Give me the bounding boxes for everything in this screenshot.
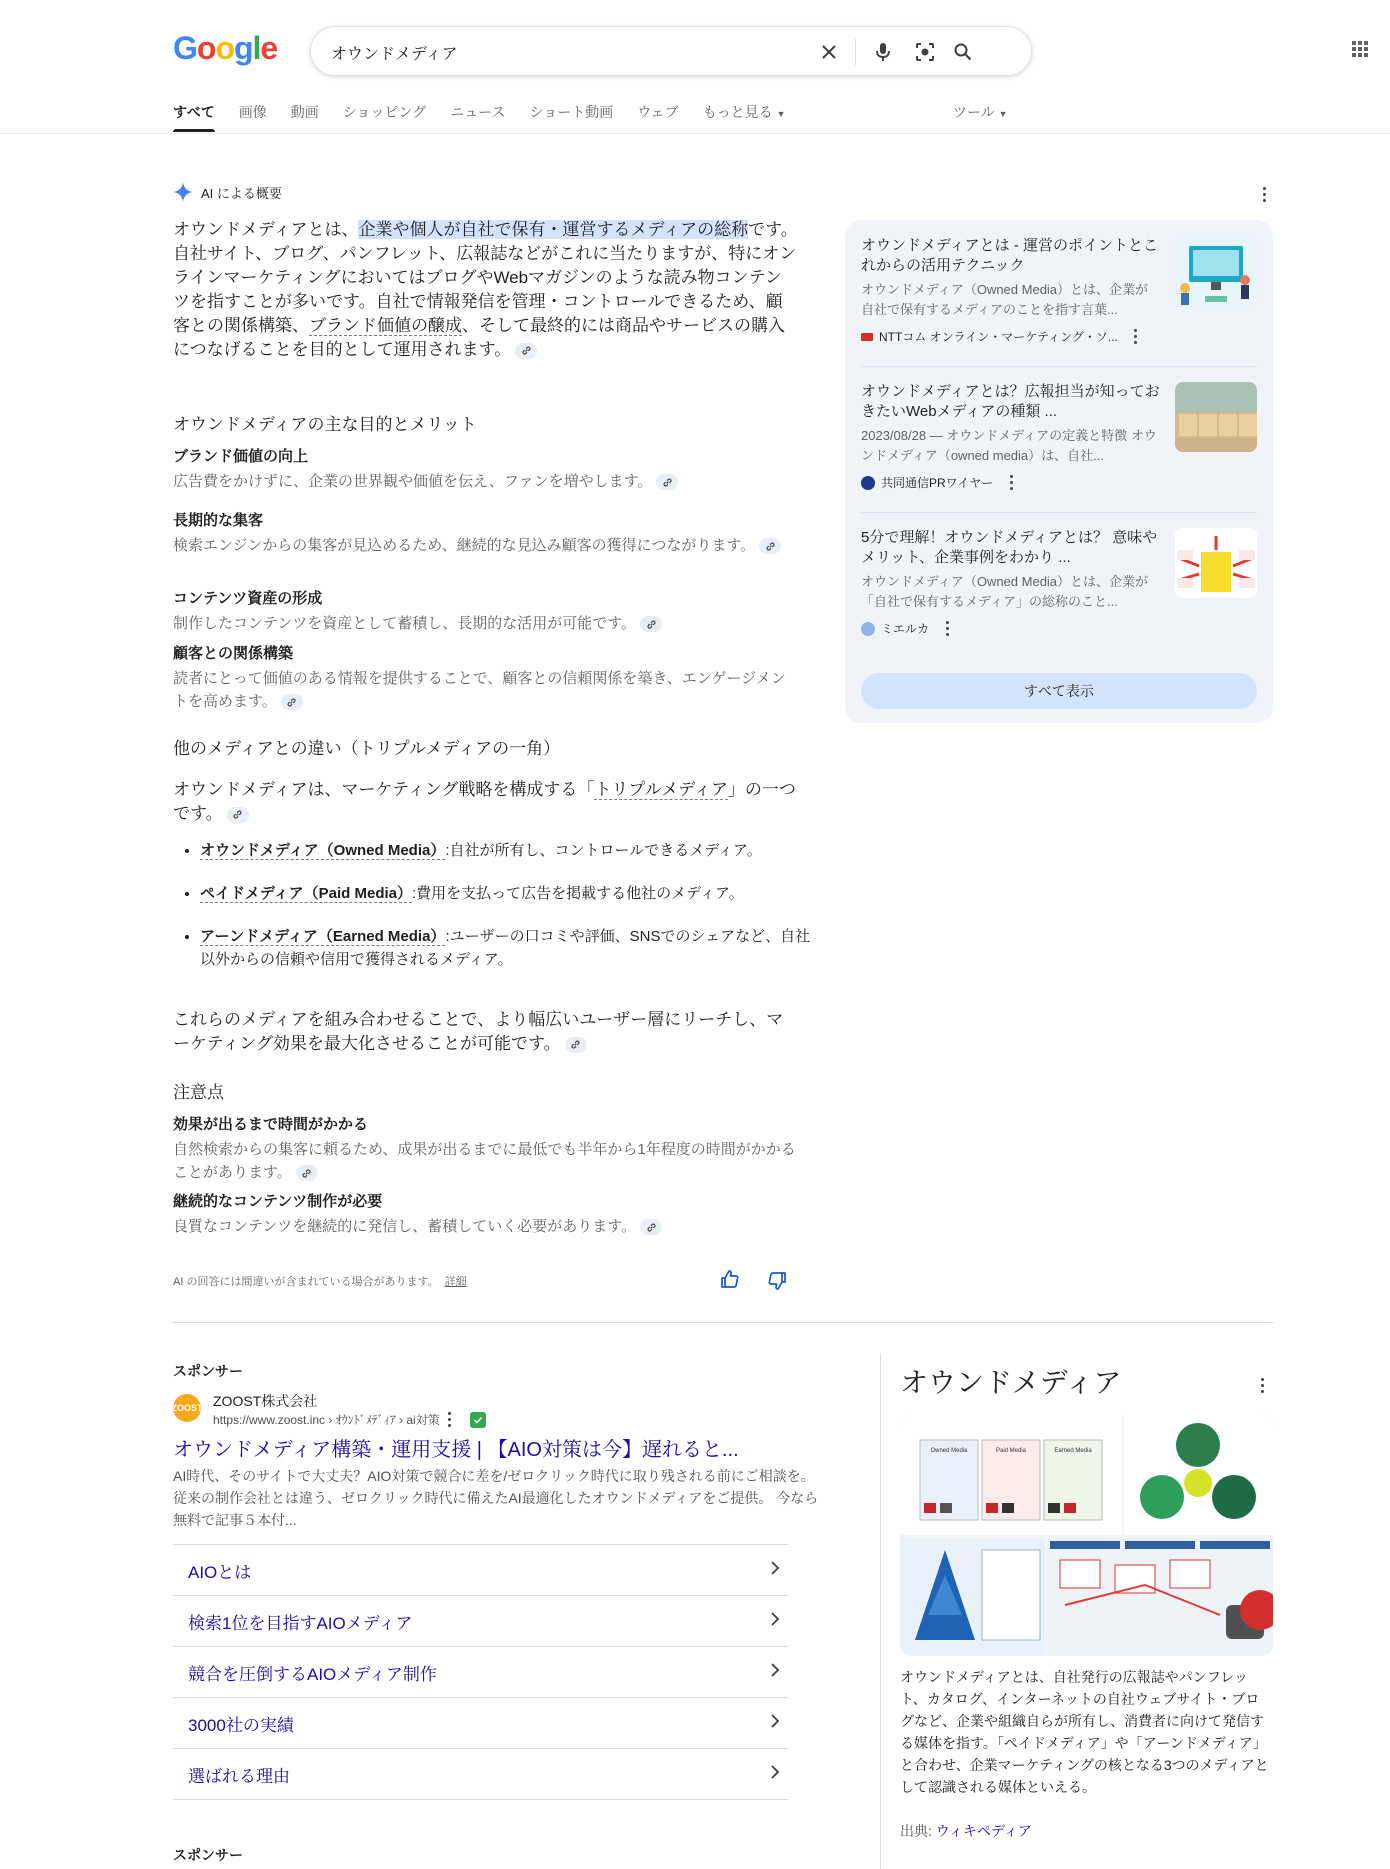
search-tabs [173,100,810,134]
source-meta [861,620,949,637]
triple-text: オウンドメディアは、マーケティング戦略を構成する「 [173,780,595,799]
knowledge-panel-title: オウンドメディア [900,1367,1122,1398]
lens-icon[interactable] [913,40,937,64]
kp-image-label: Paid Media [995,1448,1027,1454]
source-site: 共同通信PRワイヤー [881,476,994,490]
disclaimer-text: AI の回答には間違いが含まれている場合があります。 [173,1276,439,1288]
citation-link-icon[interactable] [515,343,537,359]
source-divider [861,512,1257,513]
intro-text: オウンドメディアとは、 [173,220,359,239]
sitelink-label: 検索1位を目指すAIOメディア [188,1613,413,1633]
advertiser-url [213,1411,486,1428]
item-body [173,612,798,635]
chevron-right-icon [770,1662,780,1682]
bullet-title[interactable]: ペイドメディア（Paid Media） [200,885,413,902]
knowledge-panel-source [900,1821,1032,1841]
search-input[interactable] [329,39,833,65]
logo-letter: l [252,30,261,66]
chevron-right-icon [770,1764,780,1784]
item-title: ブランド価値の向上 [173,448,309,465]
source-title[interactable]: オウンドメディアとは？広報担当が知っておきたいWebメディアの種類 ... [861,383,1160,420]
thumbs-up-icon[interactable] [720,1269,744,1293]
source-snippet: オウンドメディア（Owned Media）とは、企業が「自社で保有するメディア」の総称のこと... [861,574,1149,609]
triple-media-intro [173,778,798,826]
item-body-text: 読者にとって価値のある情報を提供することで、顧客との信頼関係を築き、エンゲージメントを高めます。 [173,670,786,710]
citation-link-icon[interactable] [656,474,678,490]
item-body-text: 広告費をかけずに、企業の世界観や価値を伝え、ファンを増やします。 [173,473,653,490]
section-heading: 注意点 [173,1083,224,1102]
sitelink-item[interactable] [173,1595,788,1646]
advertiser-logo[interactable]: ZOOST [173,1394,201,1422]
source-title[interactable]: オウンドメディアとは - 運営のポイントとこれからの活用テクニック [861,237,1158,274]
knowledge-panel-image-collage[interactable] [900,1415,1273,1656]
knowledge-panel-divider [880,1353,881,1869]
list-item [200,882,825,905]
ad-sitelinks [173,1544,788,1800]
kp-image-label: Earned Media [1054,1448,1092,1454]
chevron-right-icon [770,1560,780,1580]
triple-media-list [173,839,825,977]
caret-down-icon: ▼ [998,109,1008,119]
source-favicon [861,622,875,636]
header-divider [0,133,1390,134]
search-box [310,26,1032,76]
chevron-right-icon [770,1611,780,1631]
bullet-body: :自社が所有し、コントロールできるメディア。 [445,842,762,859]
bullet-title[interactable]: オウンドメディア（Owned Media） [200,842,446,859]
source-more-icon[interactable] [1134,329,1138,344]
source-divider [861,366,1257,367]
source-favicon [861,476,875,490]
source-snippet: 2023/08/28 — オウンドメディアの定義と特徴 オウンドメディア（owned media）は、自社... [861,428,1157,463]
combine-paragraph [173,1008,798,1056]
ad-description: AI時代、そのサイトで大丈夫？AIO対策で競合に差を/ゼロクリック時代に取り残される前にご相談を。従来の制作会社とは違う、ゼロクリック時代に備えたAI最適化したオウンドメディアをご提供。 今なら無料で記事５本付... [173,1468,819,1528]
source-site: ミエルカ [881,622,930,636]
item-body-text: 自然検索からの集客に頼るため、成果が出るまでに最低でも半年から1年程度の時間がかかることがあります。 [173,1141,796,1181]
source-label: 出典: [900,1823,936,1839]
tools-label: ツール [953,104,995,120]
citation-link-icon[interactable] [640,616,662,632]
advertiser-name[interactable]: ZOOST株式会社 [213,1393,318,1409]
section-heading: 他のメディアとの違い（トリプルメディアの一角） [173,739,561,758]
logo-letter: g [233,30,253,66]
source-snippet: オウンドメディア（Owned Media）とは、企業が自社で保有するメディアのことを指す言葉... [861,282,1149,317]
item-title: 顧客との関係構築 [173,645,294,662]
logo-letter: o [215,30,234,66]
source-more-icon[interactable] [1009,475,1013,490]
section-heading: オウンドメディアの主な目的とメリット [173,415,477,434]
triple-media-term-link[interactable]: トリプルメディア [594,780,728,799]
item-body-text: 制作したコンテンツを資産として蓄積し、長期的な活用が可能です。 [173,615,637,632]
ai-disclaimer [173,1273,467,1289]
search-icon[interactable] [951,40,975,64]
ad-title-link[interactable]: オウンドメディア構築・運用支援 | 【AIO対策は今】遅れると... [173,1439,739,1461]
wikipedia-link[interactable]: ウィキペディア [935,1823,1032,1839]
tab-web[interactable]: ウェブ [637,104,679,120]
triple-text: 」の一つです。 [173,780,796,823]
ai-overview-intro [173,218,798,362]
combine-text: これらのメディアを組み合わせることで、より幅広いユーザー層にリーチし、マーケティング効果を最大化させることが可能です。 [173,1010,784,1053]
citation-link-icon[interactable] [640,1219,662,1235]
tab-short-videos[interactable]: ショート動画 [529,104,614,120]
source-meta [861,474,1013,491]
sitelink-label: 選ばれる理由 [188,1766,290,1786]
tab-more[interactable] [703,100,786,132]
sitelink-item[interactable] [173,1697,788,1748]
item-title: 継続的なコンテンツ制作が必要 [173,1193,383,1210]
citation-link-icon[interactable] [759,538,781,554]
logo-letter: e [260,30,278,66]
item-title: コンテンツ資産の形成 [173,590,323,607]
citation-link-icon[interactable] [281,694,303,710]
logo-letter: o [196,30,216,66]
search-divider [855,39,856,65]
section-divider [173,1322,1273,1323]
citation-link-icon[interactable] [227,807,249,823]
bullet-body: :ユーザーの口コミや評価、SNSでのシェアなど、自社以外からの信頼や信用で獲得されるメディア。 [200,928,811,968]
item-body-text: 良質なコンテンツを継続的に発信し、蓄積していく必要があります。 [173,1218,637,1235]
item-title: 長期的な集客 [173,512,264,529]
item-body [173,1138,798,1184]
verified-check-icon [470,1412,486,1428]
apps-grid-icon[interactable] [1351,40,1371,60]
sitelink-label: 3000社の実績 [188,1715,294,1735]
item-body [173,534,798,557]
ai-overview-more-icon[interactable] [1262,187,1266,202]
source-thumbnail[interactable] [1175,236,1257,306]
logo-letter: G [173,30,197,66]
show-all-button[interactable]: すべて表示 [861,673,1257,709]
thumbs-down-icon[interactable] [767,1271,791,1295]
sitelink-item[interactable] [173,1544,788,1595]
list-item [200,839,825,862]
tools-button[interactable] [953,100,1008,126]
source-site: NTTコム オンライン・マーケティング・ソ... [879,330,1118,344]
ad-url-text[interactable]: https://www.zoost.inc › ｵｳﾝﾄﾞﾒﾃﾞｨｱ › ai対策 [213,1413,440,1427]
intro-term-link[interactable]: ブランド価値の醸成 [309,316,462,335]
gemini-sparkle-icon [173,182,193,202]
source-meta [861,328,1138,345]
intro-text: 、そして最終的には商品やサービスの購入につなげることを目的として運用されます。 [173,316,785,359]
citation-link-icon[interactable] [296,1165,318,1181]
sitelink-item[interactable] [173,1646,788,1697]
tab-more-label: もっと見る [702,104,773,120]
tab-news[interactable]: ニュース [450,104,506,120]
knowledge-panel-description: オウンドメディアとは、自社発行の広報誌やパンフレット、カタログ、インターネットの自社ウェブサイト・ブログなど、企業や組織自らが所有し、消費者に向けて発信する媒体を指す。「ペイドメディア」や「アーンドメディア」と合わせ、企業マーケティングの核となる3つのメディアとして認識される媒体といえる。 [900,1669,1269,1795]
sponsored-label: スポンサー [173,1363,243,1379]
item-body [173,470,798,493]
sitelink-label: 競合を圧倒するAIOメディア制作 [188,1664,437,1684]
knowledge-panel-more-icon[interactable] [1260,1378,1264,1393]
sitelink-label: AIOとは [188,1562,252,1582]
source-more-icon[interactable] [945,621,949,636]
list-item [200,925,825,971]
ad-more-icon[interactable] [448,1412,452,1427]
caret-down-icon: ▼ [776,109,786,119]
microphone-icon[interactable] [871,40,895,64]
tab-shopping[interactable]: ショッピング [342,104,427,120]
kp-image-label: Owned Media [930,1448,968,1454]
tab-images[interactable]: 画像 [238,104,267,120]
google-logo[interactable] [173,30,277,67]
bullet-title[interactable]: アーンドメディア（Earned Media） [200,928,446,945]
tab-videos[interactable]: 動画 [290,104,319,120]
item-body [173,667,798,713]
citation-link-icon[interactable] [565,1037,587,1053]
item-body-text: 検索エンジンからの集客が見込めるため、継続的な見込み顧客の獲得につながります。 [173,537,756,554]
ai-overview-header [173,182,282,202]
item-title: 効果が出るまで時間がかかる [173,1116,369,1133]
intro-highlight: 企業や個人が自社で保有・運営するメディアの総称 [358,220,749,239]
source-thumbnail[interactable] [1175,528,1257,598]
bullet-body: :費用を支払って広告を掲載する他社のメディア。 [412,885,744,902]
chevron-right-icon [770,1713,780,1733]
source-favicon [861,333,873,341]
tab-all[interactable]: すべて [173,100,215,132]
details-link[interactable]: 詳細 [444,1276,467,1288]
ai-sources-card [845,220,1273,723]
source-thumbnail[interactable] [1175,382,1257,452]
clear-icon[interactable] [817,40,841,64]
ai-overview-label: AI による概要 [201,185,282,201]
sponsored-label: スポンサー [173,1847,243,1863]
source-title[interactable]: 5分で理解！オウンドメディアとは？ 意味やメリット、企業事例をわかり ... [861,529,1158,566]
item-body [173,1215,798,1238]
sitelink-item[interactable] [173,1748,788,1800]
intro-text: です。自社サイト、ブログ、パンフレット、広報誌などがこれに当たりますが、特にオンラインマーケティングにおいてはブログやWebマガジンのような読み物コンテンツを指すことが多いです。自社で情報発信を管理・コントロールできるため、顧客との関係構築、 [173,220,798,335]
